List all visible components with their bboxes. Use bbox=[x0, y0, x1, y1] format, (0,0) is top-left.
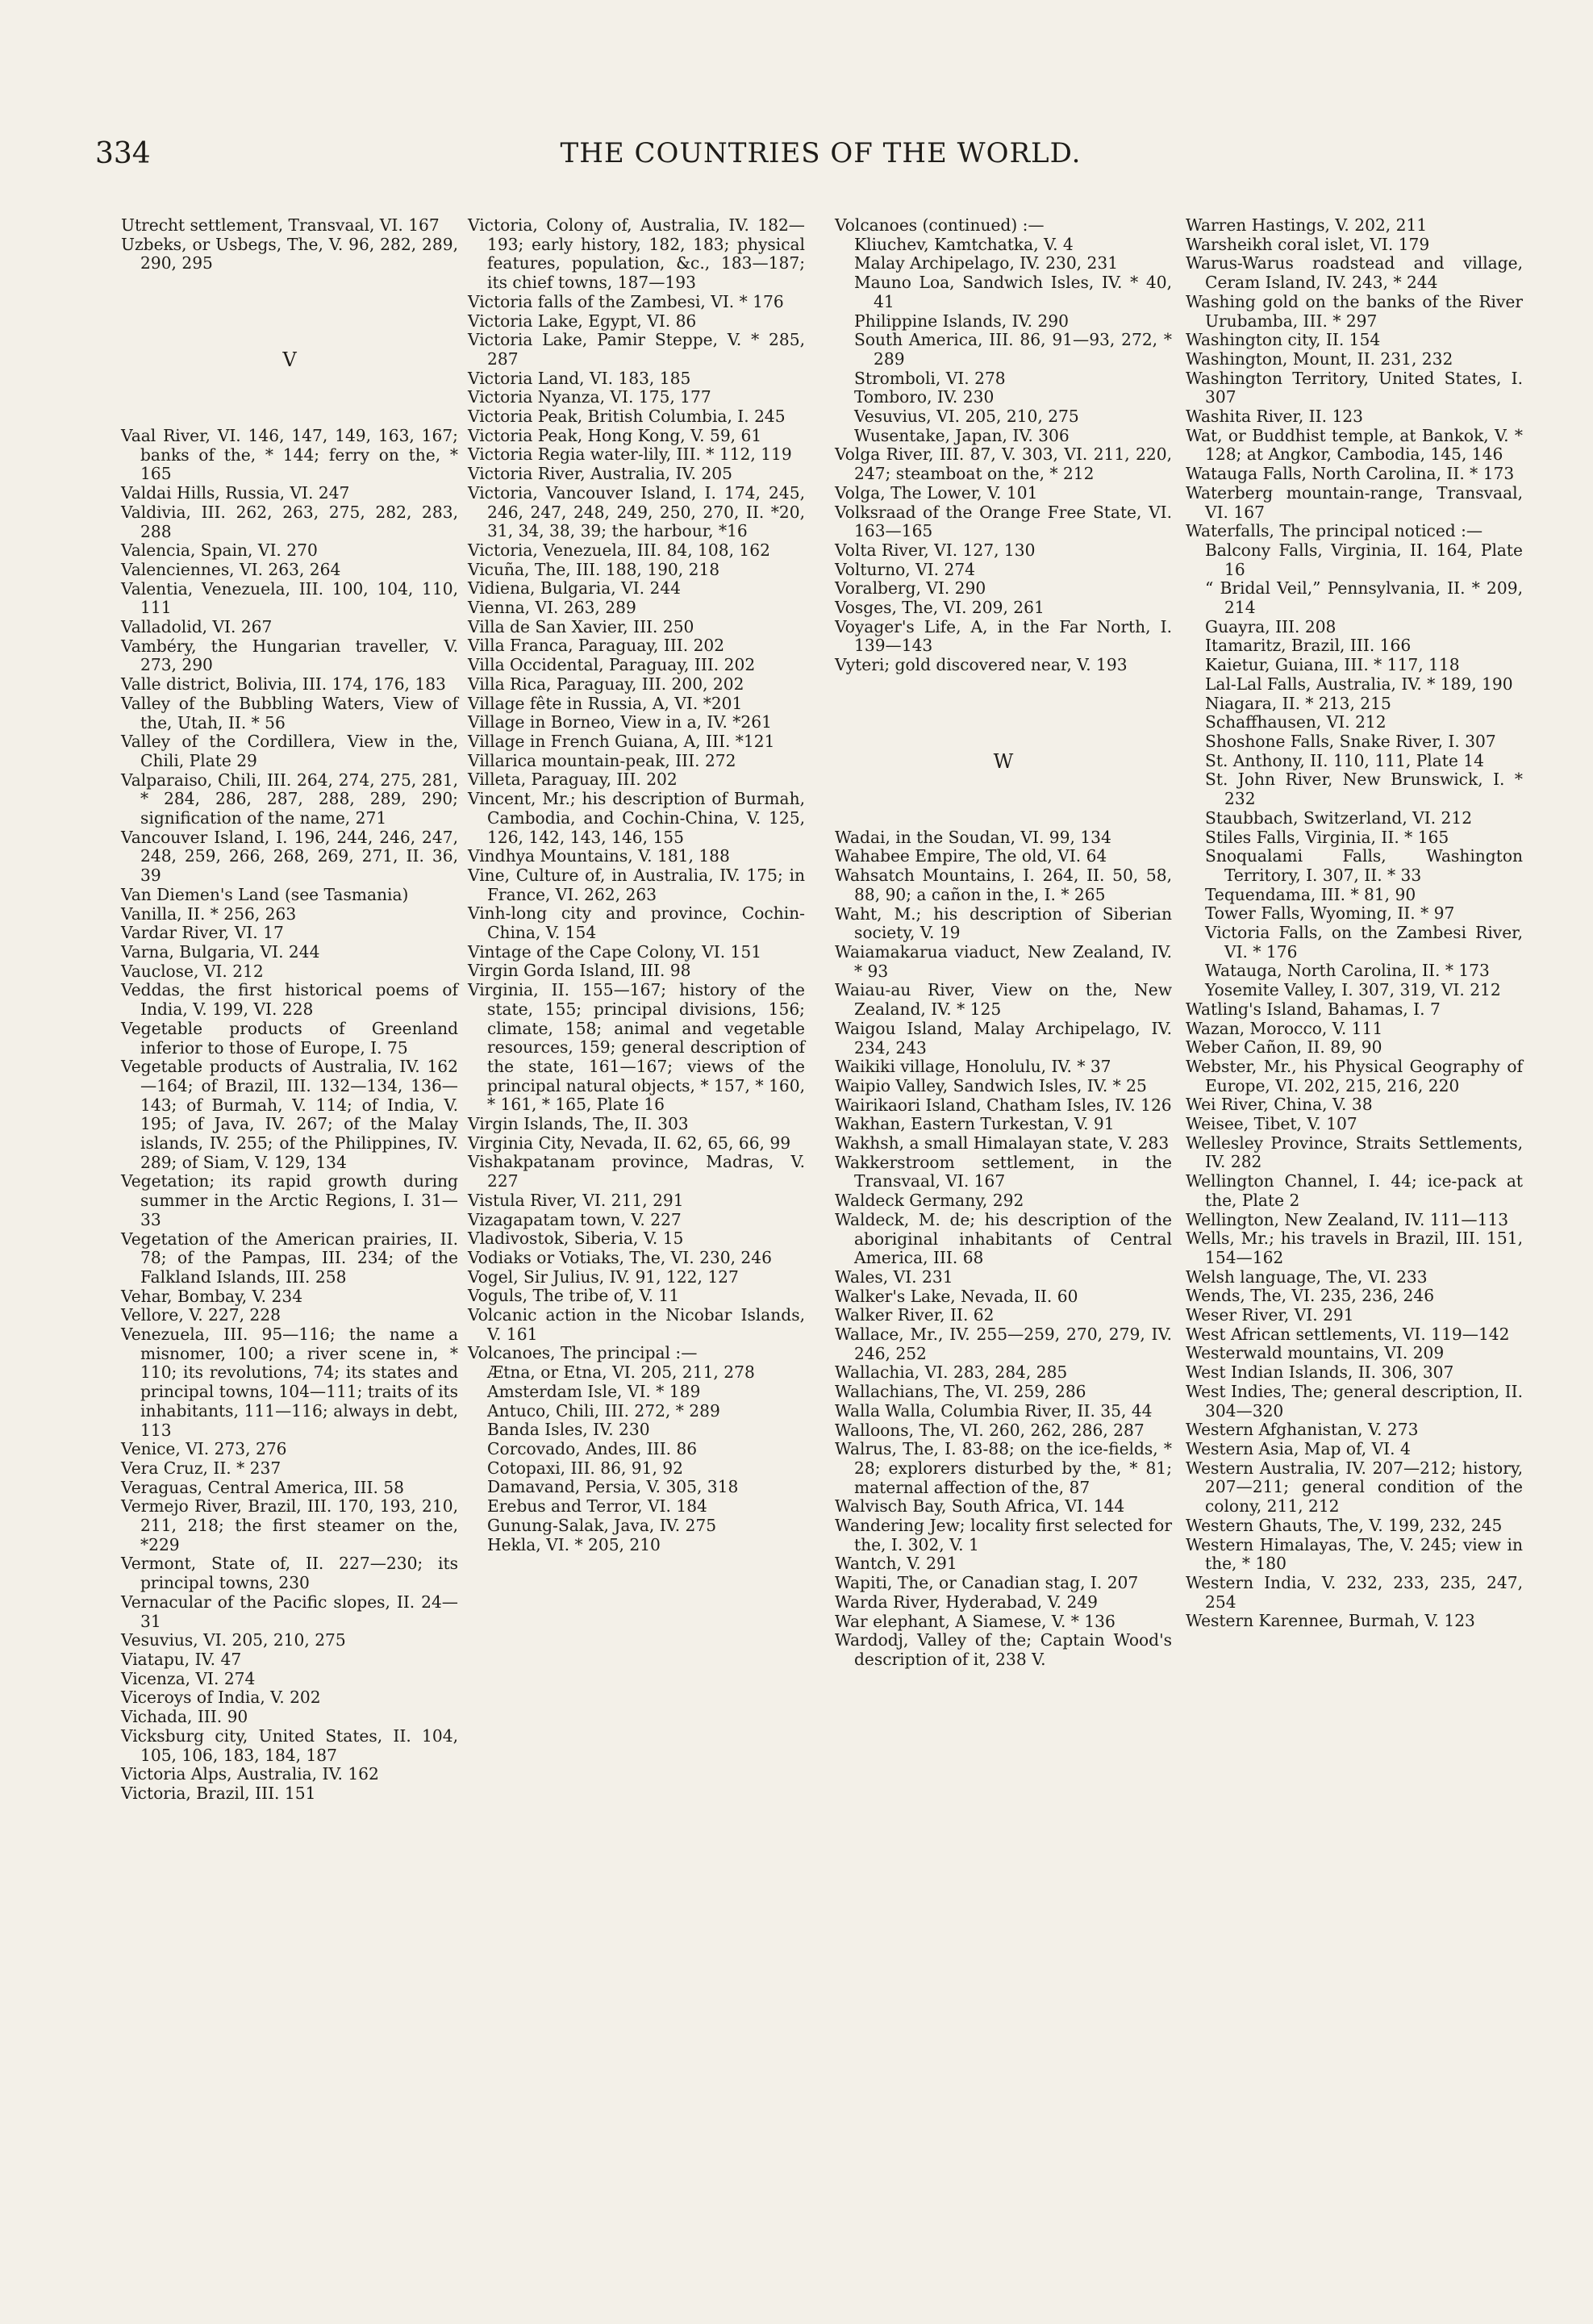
index-entry: Uzbeks, or Usbegs, The, V. 96, 282, 289, 290, 295 bbox=[121, 234, 458, 273]
index-entry: Vindhya Mountains, V. 181, 188 bbox=[468, 846, 730, 866]
index-entry: Wakhan, Eastern Turkestan, V. 91 bbox=[835, 1114, 1115, 1134]
index-entry: Viatapu, IV. 47 bbox=[121, 1650, 242, 1669]
index-entry: Vegetation; its rapid growth during summer in the Arctic Regions, I. 31—33 bbox=[121, 1171, 458, 1229]
index-entry: West Indies, The; general description, II. 304—320 bbox=[1186, 1381, 1523, 1421]
index-column-4 bbox=[1186, 216, 1523, 1631]
running-title: THE COUNTRIES OF THE WORLD. bbox=[560, 137, 1082, 169]
index-subentry: Gunung-Salak, Java, IV. 275 bbox=[487, 1515, 717, 1535]
index-entry: Vicenza, VI. 274 bbox=[121, 1668, 256, 1688]
index-entry: Washing gold on the banks of the River Urubamba, III. * 297 bbox=[1186, 291, 1523, 331]
index-entry: Vegetable products of Greenland inferior to those of Europe, I. 75 bbox=[121, 1018, 458, 1058]
index-entry: Valladolid, VI. 267 bbox=[121, 617, 273, 637]
index-entry: Virgin Islands, The, II. 303 bbox=[468, 1114, 689, 1134]
page-number: 334 bbox=[95, 137, 151, 170]
index-entry: Vosges, The, VI. 209, 261 bbox=[835, 598, 1045, 618]
index-entry: Vaal River, VI. 146, 147, 149, 163, 167; banks of the, * 144; ferry on the, * 165 bbox=[121, 426, 458, 484]
index-entry: Vellore, V. 227, 228 bbox=[121, 1305, 281, 1325]
index-entry: Vermejo River, Brazil, III. 170, 193, 210, 211, 218; the first steamer on the, *229 bbox=[121, 1496, 458, 1554]
index-entry: Vambéry, the Hungarian traveller, V. 273, 290 bbox=[121, 636, 458, 675]
index-entry: Vauclose, VI. 212 bbox=[121, 961, 264, 981]
index-entry: Wardodj, Valley of the; Captain Wood's description of it, 238 V. bbox=[835, 1630, 1172, 1669]
index-entry: Wapiti, The, or Canadian stag, I. 207 bbox=[835, 1573, 1139, 1593]
index-entry: Weser River, VI. 291 bbox=[1186, 1305, 1354, 1325]
index-subentry: Ætna, or Etna, VI. 205, 211, 278 bbox=[487, 1362, 755, 1383]
index-entry: Volga, The Lower, V. 101 bbox=[835, 482, 1038, 503]
section-letter-heading: V bbox=[282, 348, 297, 371]
index-entry: Vistula River, VI. 211, 291 bbox=[468, 1190, 684, 1210]
index-subentry: Shoshone Falls, Snake River, I. 307 bbox=[1205, 731, 1496, 751]
index-subentry: Guayra, III. 208 bbox=[1205, 616, 1337, 636]
index-entry: Victoria Lake, Pamir Steppe, V. * 285, 287 bbox=[468, 330, 805, 369]
index-entry: Wallachians, The, VI. 259, 286 bbox=[835, 1382, 1086, 1402]
index-entry: Vera Cruz, II. * 237 bbox=[121, 1458, 281, 1478]
section-spacer bbox=[121, 369, 458, 427]
index-entry: Villa Rica, Paraguay, III. 200, 202 bbox=[468, 674, 744, 694]
index-entry: Vegetable products of Australia, IV. 162—164; of Brazil, III. 132—134, 136—143; of Burmah, V. 114; of India, V. 195; of Java, IV. 267; of the Malay islands, IV. 255; of the Philippines, IV. 289; of Siam, V. 129, 134 bbox=[121, 1057, 458, 1172]
index-entry: Wei River, China, V. 38 bbox=[1186, 1095, 1373, 1115]
index-entry: Walla Walla, Columbia River, II. 35, 44 bbox=[835, 1400, 1153, 1421]
index-entry: Voralberg, VI. 290 bbox=[835, 578, 986, 599]
section-spacer bbox=[121, 273, 458, 350]
index-entry: Washington Territory, United States, I. 307 bbox=[1186, 368, 1523, 407]
index-entry: Viceroys of India, V. 202 bbox=[121, 1688, 321, 1708]
index-entry: Wat, or Buddhist temple, at Bankok, V. * 128; at Angkor, Cambodia, 145, 146 bbox=[1186, 425, 1523, 465]
index-column-1 bbox=[121, 216, 458, 1804]
index-entry: Waldeck Germany, 292 bbox=[835, 1191, 1024, 1211]
index-entry: Washington, Mount, II. 231, 232 bbox=[1186, 348, 1453, 369]
index-subentry: Watauga, North Carolina, II. * 173 bbox=[1205, 961, 1490, 981]
index-entry: Vienna, VI. 263, 289 bbox=[468, 598, 636, 618]
section-spacer bbox=[835, 771, 1172, 828]
index-entry: Victoria Lake, Egypt, VI. 86 bbox=[468, 311, 697, 331]
index-entry: Victoria, Venezuela, III. 84, 108, 162 bbox=[468, 540, 770, 560]
index-entry: Valencia, Spain, VI. 270 bbox=[121, 540, 318, 561]
index-entry: Victoria Regia water-lily, III. * 112, 119 bbox=[468, 444, 792, 465]
index-subentry: South America, III. 86, 91—93, 272, * 289 bbox=[854, 330, 1172, 369]
index-entry: Warren Hastings, V. 202, 211 bbox=[1186, 215, 1428, 235]
index-subentry: Cotopaxi, III. 86, 91, 92 bbox=[487, 1458, 683, 1478]
index-subentry: Damavand, Persia, V. 305, 318 bbox=[487, 1477, 739, 1497]
index-entry: Vogel, Sir Julius, IV. 91, 122, 127 bbox=[468, 1266, 739, 1287]
index-entry: Vicuña, The, III. 188, 190, 218 bbox=[468, 559, 720, 579]
index-entry: Waipio Valley, Sandwich Isles, IV. * 25 bbox=[835, 1075, 1147, 1095]
index-entry: Vine, Culture of, in Australia, IV. 175; in France, VI. 262, 263 bbox=[468, 865, 805, 904]
index-entry: Village in French Guiana, A, III. *121 bbox=[468, 731, 775, 751]
index-subentry: St. Anthony, II. 110, 111, Plate 14 bbox=[1205, 750, 1484, 770]
index-subentry: Staubbach, Switzerland, VI. 212 bbox=[1205, 807, 1473, 828]
index-entry: Victoria, Vancouver Island, I. 174, 245, 246, 247, 248, 249, 250, 270, II. *20, 31, 34, 38, 39; the harbour, *16 bbox=[468, 482, 805, 541]
index-entry: Vermont, State of, II. 227—230; its principal towns, 230 bbox=[121, 1554, 458, 1593]
section-spacer bbox=[835, 675, 1172, 752]
index-entry: Varna, Bulgaria, VI. 244 bbox=[121, 941, 320, 962]
index-subentry: Tequendama, III. * 81, 90 bbox=[1205, 884, 1416, 904]
index-column-2 bbox=[468, 216, 805, 1554]
index-entry: Van Diemen's Land (see Tasmania) bbox=[121, 884, 409, 904]
index-entry: Wazan, Morocco, V. 111 bbox=[1186, 1018, 1383, 1038]
index-subentry: Malay Archipelago, IV. 230, 231 bbox=[854, 253, 1119, 273]
index-entry: Victoria Peak, Hong Kong, V. 59, 61 bbox=[468, 425, 762, 445]
index-entry: Waht, M.; his description of Siberian society, V. 19 bbox=[835, 903, 1172, 943]
index-entry: Wadai, in the Soudan, VI. 99, 134 bbox=[835, 827, 1111, 847]
index-entry: Walker's Lake, Nevada, II. 60 bbox=[835, 1286, 1078, 1306]
index-entry: West African settlements, VI. 119—142 bbox=[1186, 1324, 1510, 1344]
index-entry: Wellington, New Zealand, IV. 111—113 bbox=[1186, 1209, 1509, 1229]
index-entry: Villeta, Paraguay, III. 202 bbox=[468, 770, 678, 790]
index-subentry: Schaffhausen, VI. 212 bbox=[1205, 712, 1387, 732]
index-entry: Vernacular of the Pacific slopes, II. 24—31 bbox=[121, 1592, 458, 1631]
index-entry: Volcanoes, The principal :— bbox=[468, 1343, 698, 1363]
index-subentry: Lal-Lal Falls, Australia, IV. * 189, 190 bbox=[1205, 674, 1513, 694]
index-entry: Valley of the Bubbling Waters, View of the, Utah, II. * 56 bbox=[121, 693, 458, 732]
index-entry: Washita River, II. 123 bbox=[1186, 407, 1363, 427]
index-entry: Venezuela, III. 95—116; the name a misnomer, 100; a river scene in, * 110; its revolutions, 74; its states and principal towns, 104—111; traits of its inhabitants, 111—116; always in debt, 113 bbox=[121, 1325, 458, 1440]
index-entry: Vintage of the Cape Colony, VI. 151 bbox=[468, 941, 762, 962]
index-entry: Wallachia, VI. 283, 284, 285 bbox=[835, 1362, 1068, 1383]
index-entry: Wales, VI. 231 bbox=[835, 1266, 953, 1287]
index-entry: Village fête in Russia, A, VI. *201 bbox=[468, 693, 743, 713]
index-entry: Virginia City, Nevada, II. 62, 65, 66, 99 bbox=[468, 1133, 791, 1153]
index-entry: Victoria Alps, Australia, IV. 162 bbox=[121, 1764, 379, 1784]
index-entry: Volksraad of the Orange Free State, VI. 163—165 bbox=[835, 502, 1172, 541]
index-entry: Weber Cañon, II. 89, 90 bbox=[1186, 1037, 1382, 1058]
index-entry: Western Afghanistan, V. 273 bbox=[1186, 1420, 1419, 1440]
index-entry: Wells, Mr.; his travels in Brazil, III. 151, 154—162 bbox=[1186, 1229, 1523, 1267]
index-entry: Wantch, V. 291 bbox=[835, 1554, 957, 1574]
index-entry: Walker River, II. 62 bbox=[835, 1305, 995, 1325]
index-entry: Western India, V. 232, 233, 235, 247, 254 bbox=[1186, 1572, 1523, 1612]
section-letter-heading: W bbox=[993, 749, 1014, 773]
index-subentry: Erebus and Terror, VI. 184 bbox=[487, 1496, 707, 1517]
index-entry: Westerwald mountains, VI. 209 bbox=[1186, 1343, 1445, 1363]
index-subentry: Wusentake, Japan, IV. 306 bbox=[854, 425, 1070, 445]
index-entry: Volcanoes (continued) :— bbox=[835, 215, 1045, 235]
index-entry: Wahabee Empire, The old, VI. 64 bbox=[835, 846, 1107, 866]
index-subentry: Banda Isles, IV. 230 bbox=[487, 1420, 650, 1440]
index-entry: Villa de San Xavier, III. 250 bbox=[468, 616, 694, 636]
index-entry: Wellesley Province, Straits Settlements, IV. 282 bbox=[1186, 1133, 1523, 1172]
index-entry: Vyteri; gold discovered near, V. 193 bbox=[835, 655, 1128, 675]
index-entry: Valdai Hills, Russia, VI. 247 bbox=[121, 483, 350, 503]
index-entry: Webster, Mr., his Physical Geography of Europe, VI. 202, 215, 216, 220 bbox=[1186, 1056, 1523, 1095]
index-entry: Vicksburg city, United States, II. 104, 105, 106, 183, 184, 187 bbox=[121, 1725, 458, 1765]
index-entry: Warda River, Hyderabad, V. 249 bbox=[835, 1592, 1099, 1612]
index-entry: Victoria, Brazil, III. 151 bbox=[121, 1783, 316, 1803]
index-subentry: Hekla, VI. * 205, 210 bbox=[487, 1534, 661, 1554]
index-entry: Wandering Jew; locality first selected for the, I. 302, V. 1 bbox=[835, 1516, 1172, 1554]
index-entry: Wahsatch Mountains, I. 264, II. 50, 58, 88, 90; a cañon in the, I. * 265 bbox=[835, 866, 1172, 904]
index-subentry: Tower Falls, Wyoming, II. * 97 bbox=[1205, 903, 1455, 924]
index-entry: Welsh language, The, VI. 233 bbox=[1186, 1266, 1428, 1287]
index-entry: Volcanic action in the Nicobar Islands, V. 161 bbox=[468, 1305, 805, 1344]
index-entry: Walvisch Bay, South Africa, VI. 144 bbox=[835, 1496, 1125, 1517]
index-entry: Vodiaks or Votiaks, The, VI. 230, 246 bbox=[468, 1247, 772, 1267]
index-entry: Vinh-long city and province, Cochin-China, V. 154 bbox=[468, 903, 805, 943]
index-entry: Vidiena, Bulgaria, VI. 244 bbox=[468, 578, 682, 599]
index-subentry: Niagara, II. * 213, 215 bbox=[1205, 693, 1391, 713]
index-entry: Western Himalayas, The, V. 245; view in the, * 180 bbox=[1186, 1534, 1523, 1574]
index-entry: Volta River, VI. 127, 130 bbox=[835, 540, 1036, 560]
index-entry: Weisee, Tibet, V. 107 bbox=[1186, 1114, 1357, 1134]
index-entry: Western Asia, Map of, VI. 4 bbox=[1186, 1439, 1411, 1458]
index-subentry: Kliuchev, Kamtchatka, V. 4 bbox=[854, 234, 1074, 254]
index-entry: Valley of the Cordillera, View in the, Chili, Plate 29 bbox=[121, 732, 458, 770]
index-entry: Vincent, Mr.; his description of Burmah, Cambodia, and Cochin-China, V. 125, 126, 142, 143, 146, 155 bbox=[468, 789, 805, 847]
index-entry: Voguls, The tribe of, V. 11 bbox=[468, 1286, 680, 1306]
index-entry: Waiau-au River, View on the, New Zealand, IV. * 125 bbox=[835, 980, 1172, 1020]
index-entry: Vancouver Island, I. 196, 244, 246, 247, 248, 259, 266, 268, 269, 271, II. 36, 39 bbox=[121, 827, 458, 886]
index-entry: Valentia, Venezuela, III. 100, 104, 110, 111 bbox=[121, 578, 458, 618]
index-entry: Walloons, The, VI. 260, 262, 286, 287 bbox=[835, 1420, 1145, 1440]
index-entry: Wakkerstroom settlement, in the Transvaal, VI. 167 bbox=[835, 1152, 1172, 1191]
index-subentry: “ Bridal Veil,” Pennsylvania, II. * 209, 214 bbox=[1205, 578, 1523, 618]
index-subentry: Kaietur, Guiana, III. * 117, 118 bbox=[1205, 655, 1460, 675]
index-subentry: Victoria Falls, on the Zambesi River, VI. * 176 bbox=[1205, 923, 1523, 962]
index-entry: Vishakpatanam province, Madras, V. 227 bbox=[468, 1152, 805, 1191]
index-entry: Valenciennes, VI. 263, 264 bbox=[121, 559, 341, 579]
index-subentry: Corcovado, Andes, III. 86 bbox=[487, 1439, 698, 1458]
index-entry: Voyager's Life, A, in the Far North, I. 139—143 bbox=[835, 616, 1172, 656]
index-subentry: Yosemite Valley, I. 307, 319, VI. 212 bbox=[1205, 980, 1501, 1000]
index-entry: Warsheikh coral islet, VI. 179 bbox=[1186, 234, 1430, 254]
index-entry: Valdivia, III. 262, 263, 275, 282, 283, 288 bbox=[121, 502, 458, 541]
index-entry: Waigou Island, Malay Archipelago, IV. 234, 243 bbox=[835, 1018, 1172, 1058]
index-entry: Vardar River, VI. 17 bbox=[121, 923, 284, 943]
index-subentry: Stromboli, VI. 278 bbox=[854, 368, 1006, 388]
index-column-3 bbox=[835, 216, 1172, 1670]
index-entry: Waiamakarua viaduct, New Zealand, IV. * 93 bbox=[835, 941, 1172, 981]
index-subentry: Antuco, Chili, III. 272, * 289 bbox=[487, 1400, 720, 1421]
index-subentry: Vesuvius, VI. 205, 210, 275 bbox=[854, 407, 1079, 427]
index-subentry: Philippine Islands, IV. 290 bbox=[854, 311, 1069, 331]
index-entry: Wallace, Mr., IV. 255—259, 270, 279, IV. 246, 252 bbox=[835, 1325, 1172, 1363]
index-entry: Venice, VI. 273, 276 bbox=[121, 1439, 287, 1459]
index-entry: War elephant, A Siamese, V. * 136 bbox=[835, 1611, 1116, 1631]
index-entry: Village in Borneo, View in a, IV. *261 bbox=[468, 712, 772, 732]
index-entry: Western Ghauts, The, V. 199, 232, 245 bbox=[1186, 1515, 1503, 1535]
index-entry: Volga River, III. 87, V. 303, VI. 211, 220, 247; steamboat on the, * 212 bbox=[835, 444, 1172, 484]
index-entry: Victoria Land, VI. 183, 185 bbox=[468, 368, 691, 388]
index-entry: Vladivostok, Siberia, V. 15 bbox=[468, 1229, 684, 1249]
index-subentry: Itamaritz, Brazil, III. 166 bbox=[1205, 636, 1412, 656]
index-subentry: Mauno Loa, Sandwich Isles, IV. * 40, 41 bbox=[854, 273, 1172, 311]
index-entry: Victoria falls of the Zambesi, VI. * 176 bbox=[468, 291, 784, 311]
index-entry: Vesuvius, VI. 205, 210, 275 bbox=[121, 1630, 346, 1650]
index-subentry: Snoqualami Falls, Washington Territory, I. 307, II. * 33 bbox=[1205, 846, 1523, 885]
index-entry: Watauga Falls, North Carolina, II. * 173 bbox=[1186, 464, 1515, 484]
index-entry: Wakhsh, a small Himalayan state, V. 283 bbox=[835, 1133, 1170, 1154]
index-entry: Vizagapatam town, V. 227 bbox=[468, 1209, 682, 1229]
index-entry: Veddas, the first historical poems of India, V. 199, VI. 228 bbox=[121, 980, 458, 1020]
index-entry: Wends, The, VI. 235, 236, 246 bbox=[1186, 1286, 1435, 1306]
index-entry: Walrus, The, I. 83-88; on the ice-fields, * 28; explorers disturbed by the, * 81; maternal affection of the, 87 bbox=[835, 1439, 1172, 1497]
index-entry: Valle district, Bolivia, III. 174, 176, 183 bbox=[121, 674, 446, 695]
index-entry: Washington city, II. 154 bbox=[1186, 330, 1381, 350]
index-entry: West Indian Islands, II. 306, 307 bbox=[1186, 1362, 1454, 1383]
index-entry: Victoria Peak, British Columbia, I. 245 bbox=[468, 407, 786, 427]
index-entry: Veraguas, Central America, III. 58 bbox=[121, 1477, 404, 1497]
index-entry: Western Australia, IV. 207—212; history, 207—211; general condition of the colony, 211, 212 bbox=[1186, 1458, 1523, 1517]
index-entry: Vegetation of the American prairies, II. 78; of the Pampas, III. 234; of the Falkland Islands, III. 258 bbox=[121, 1229, 458, 1287]
index-entry: Warus-Warus roadstead and village, Ceram Island, IV. 243, * 244 bbox=[1186, 253, 1523, 293]
index-entry: Villa Occidental, Paraguay, III. 202 bbox=[468, 655, 756, 675]
index-entry: Villarica mountain-peak, III. 272 bbox=[468, 750, 736, 770]
index-entry: Watling's Island, Bahamas, I. 7 bbox=[1186, 999, 1441, 1019]
index-entry: Villa Franca, Paraguay, III. 202 bbox=[468, 636, 725, 656]
index-entry: Virginia, II. 155—167; history of the state, 155; principal divisions, 156; climate, 158; animal and vegetable resources, 159; general description of the state, 161—167; views of the principal natural objects, * 157, * 160, * 161, * 165, Plate 16 bbox=[468, 980, 805, 1115]
index-entry: Waterfalls, The principal noticed :— bbox=[1186, 521, 1483, 541]
index-entry: Wellington Channel, I. 44; ice-pack at the, Plate 2 bbox=[1186, 1171, 1523, 1210]
index-entry: Utrecht settlement, Transvaal, VI. 167 bbox=[121, 215, 440, 235]
index-entry: Victoria Nyanza, VI. 175, 177 bbox=[468, 387, 711, 407]
index-entry: Waterberg mountain-range, Transvaal, VI. 167 bbox=[1186, 482, 1523, 522]
index-entry: Vichada, III. 90 bbox=[121, 1707, 248, 1727]
index-entry: Waldeck, M. de; his description of the aboriginal inhabitants of Central America, III. 68 bbox=[835, 1209, 1172, 1268]
index-entry: Virgin Gorda Island, III. 98 bbox=[468, 961, 691, 981]
index-subentry: Stiles Falls, Virginia, II. * 165 bbox=[1205, 827, 1449, 847]
index-entry: Volturno, VI. 274 bbox=[835, 559, 976, 579]
index-entry: Victoria River, Australia, IV. 205 bbox=[468, 464, 732, 484]
index-entry: Vehar, Bombay, V. 234 bbox=[121, 1286, 303, 1306]
page-header bbox=[0, 129, 1593, 177]
index-subentry: Balcony Falls, Virginia, II. 164, Plate 16 bbox=[1205, 540, 1523, 579]
index-subentry: Amsterdam Isle, VI. * 189 bbox=[487, 1381, 701, 1401]
index-entry: Valparaiso, Chili, III. 264, 274, 275, 281, * 284, 286, 287, 288, 289, 290; signification of the name, 271 bbox=[121, 770, 458, 828]
index-entry: Victoria, Colony of, Australia, IV. 182—193; early history, 182, 183; physical features, population, &c., 183—187; its chief towns, 187—193 bbox=[468, 215, 805, 293]
index-subentry: St. John River, New Brunswick, I. * 232 bbox=[1205, 770, 1523, 809]
index-entry: Western Karennee, Burmah, V. 123 bbox=[1186, 1611, 1475, 1631]
index-entry: Wairikaori Island, Chatham Isles, IV. 126 bbox=[835, 1095, 1172, 1115]
index-entry: Waikiki village, Honolulu, IV. * 37 bbox=[835, 1057, 1111, 1077]
index-subentry: Tomboro, IV. 230 bbox=[854, 387, 995, 407]
index-entry: Vanilla, II. * 256, 263 bbox=[121, 903, 297, 924]
